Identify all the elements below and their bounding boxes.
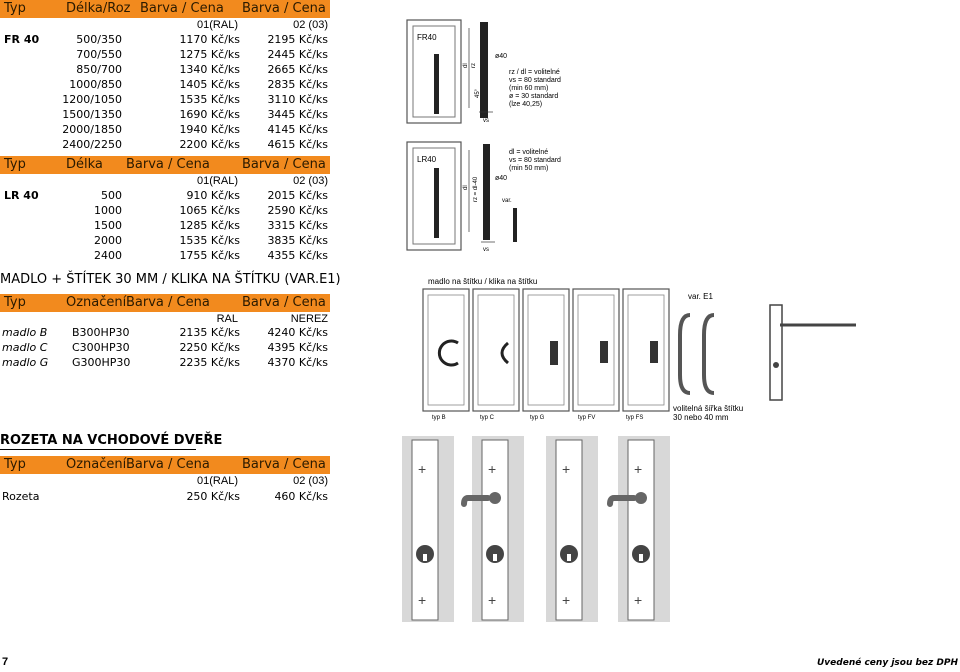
- header-delka: Délka: [66, 157, 103, 172]
- cell-type: Rozeta: [2, 490, 40, 503]
- cell-length: 1200/1050: [62, 93, 122, 106]
- fr40-note-2: vs = 80 standard: [509, 77, 561, 84]
- cell-price-variant: 4355 Kč/ks: [267, 249, 328, 262]
- subheader-ral: 01(RAL): [197, 475, 238, 487]
- cell-length: 500/350: [76, 33, 122, 46]
- lr-subheader: [0, 175, 330, 190]
- subheader-variant: 02 (03): [293, 175, 328, 187]
- lr40-handle: [434, 168, 439, 238]
- lr-table-header: [0, 156, 330, 174]
- lr40-bar-profile: [483, 144, 490, 240]
- rozeta-title-underline: [0, 449, 196, 450]
- lr40-dim-vs: vs: [483, 247, 489, 253]
- fr-table-row: [0, 63, 330, 78]
- madlo-diagram: [418, 275, 868, 423]
- fr-table-row: [0, 78, 330, 93]
- header-delka-roz: Délka/Roz: [66, 1, 131, 16]
- cell-price-ral: 2200 Kč/ks: [179, 138, 240, 151]
- cell-price-ral: 1535 Kč/ks: [179, 234, 240, 247]
- cell-type: madlo G: [2, 356, 49, 369]
- cell-code: G300HP30: [72, 356, 131, 369]
- fr40-note-5: (lze 40,25): [509, 101, 543, 108]
- madlo-typ-b: [423, 289, 469, 411]
- lr40-note-3: (min 50 mm): [509, 165, 549, 172]
- subheader-nerez: NEREZ: [290, 313, 328, 325]
- width-note-2: 30 nebo 40 mm: [673, 413, 729, 422]
- width-note-1: volitelná šířka štítku: [673, 404, 744, 413]
- subheader-variant: 02 (03): [293, 19, 328, 31]
- cell-price-ral: 1755 Kč/ks: [179, 249, 240, 262]
- cell-price-variant: 2665 Kč/ks: [267, 63, 328, 76]
- fr40-angle: 45°: [475, 88, 481, 98]
- lr40-dim-phi: ø40: [495, 175, 508, 182]
- page-number: 7: [2, 656, 9, 668]
- subheader-ral: 01(RAL): [197, 19, 238, 31]
- e1-keyhole-icon: [773, 362, 779, 368]
- lr-table-row: [0, 249, 330, 264]
- header-typ: Typ: [4, 457, 26, 472]
- cell-price-ral: 1275 Kč/ks: [179, 48, 240, 61]
- cell-price-ral: 1690 Kč/ks: [179, 108, 240, 121]
- fr40-note-4: ø = 30 standard: [509, 93, 559, 100]
- fr40-dim-phi: ø40: [495, 53, 508, 60]
- madlo-table-row: [0, 356, 330, 371]
- cell-price-variant: 2195 Kč/ks: [267, 33, 328, 46]
- cell-price-variant: 2835 Kč/ks: [267, 78, 328, 91]
- cell-length: 1000/850: [69, 78, 122, 91]
- cell-length: 1500/1350: [62, 108, 122, 121]
- cell-price-ral: 1340 Kč/ks: [179, 63, 240, 76]
- label-typ-fv: typ FV: [578, 415, 596, 421]
- handle-fv-icon: [600, 341, 608, 363]
- header-barva-cena-2: Barva / Cena: [242, 457, 326, 472]
- madlo-typ-fv: [573, 289, 619, 411]
- fr-table-row: [0, 123, 330, 138]
- rozeta-table-header: [0, 456, 330, 474]
- header-barva-cena-2: Barva / Cena: [242, 157, 326, 172]
- subheader-ral: 01(RAL): [197, 175, 238, 187]
- handle-g-icon: [550, 341, 558, 365]
- handle-fs-icon: [650, 341, 658, 363]
- svg-text:+: +: [418, 592, 427, 608]
- e1-escutcheon-plate: [770, 305, 782, 400]
- lr40-note-1: dl = volitelné: [509, 149, 549, 156]
- fr40-handle: [434, 54, 439, 114]
- madlo-typ-c: [473, 289, 519, 411]
- handle-c-icon: [502, 343, 508, 363]
- fr-subheader: [0, 19, 330, 34]
- header-barva-cena-1: Barva / Cena: [140, 1, 224, 16]
- madlo-typ-fs: [623, 289, 669, 411]
- svg-text:+: +: [634, 461, 643, 477]
- lr40-var-profile: [513, 208, 517, 242]
- label-typ-b: typ B: [432, 415, 446, 421]
- cell-price-ral: 910 Kč/ks: [186, 189, 240, 202]
- cell-length: 700/550: [76, 48, 122, 61]
- cell-price-variant: 2590 Kč/ks: [267, 204, 328, 217]
- rozeta-subheader: [0, 475, 330, 490]
- header-typ: Typ: [4, 1, 26, 16]
- header-barva-cena-2: Barva / Cena: [242, 295, 326, 310]
- fr-table-row: [0, 138, 330, 153]
- fr-table-row: [0, 48, 330, 63]
- header-typ: Typ: [4, 295, 26, 310]
- lr40-dim-dl: dl: [463, 185, 469, 190]
- cell-price-variant: 4145 Kč/ks: [267, 123, 328, 136]
- cell-price-variant: 2015 Kč/ks: [267, 189, 328, 202]
- cell-price-ral: 1535 Kč/ks: [179, 93, 240, 106]
- madlo-caption: madlo na štítku / klika na štítku: [428, 277, 538, 286]
- subheader-ral: RAL: [216, 313, 238, 325]
- svg-text:+: +: [418, 461, 427, 477]
- cell-price-variant: 3445 Kč/ks: [267, 108, 328, 121]
- lr-table-row: [0, 234, 330, 249]
- cell-code: B300HP30: [72, 326, 130, 339]
- rozeta-plate-1: [402, 436, 454, 622]
- cell-price-variant: 3110 Kč/ks: [267, 93, 328, 106]
- madlo-typ-g: [523, 289, 569, 411]
- header-barva-cena-2: Barva / Cena: [242, 1, 326, 16]
- rozeta-table-row: [0, 490, 330, 505]
- label-typ-c: typ C: [480, 415, 495, 421]
- fr40-dim-rz: rz: [471, 63, 477, 68]
- madlo-table-row: [0, 326, 330, 341]
- rozeta-diagram: [396, 430, 726, 630]
- cell-price-nerez: 4395 Kč/ks: [267, 341, 328, 354]
- cell-price-ral: 1285 Kč/ks: [179, 219, 240, 232]
- svg-text:+: +: [634, 592, 643, 608]
- header-typ: Typ: [4, 157, 26, 172]
- e1-pull-handle-2-icon: [704, 315, 714, 393]
- cell-length: 500: [101, 189, 122, 202]
- handle-b-icon: [439, 341, 458, 365]
- lr-table-row: [0, 189, 330, 204]
- svg-text:+: +: [562, 461, 571, 477]
- cell-price-ral: 2135 Kč/ks: [179, 326, 240, 339]
- cell-type: FR 40: [4, 33, 40, 46]
- label-typ-fs: typ FS: [626, 415, 644, 421]
- madlo-section-title: MADLO + ŠTÍTEK 30 MM / KLIKA NA ŠTÍTKU (VAR.E1): [0, 272, 341, 287]
- madlo-table-header: [0, 294, 330, 312]
- header-oznaceni: Označení: [66, 457, 127, 472]
- lr-table-row: [0, 219, 330, 234]
- lr-table-row: [0, 204, 330, 219]
- fr-table-row: [0, 93, 330, 108]
- fr40-label: FR40: [417, 33, 437, 42]
- cell-price-ral: 1940 Kč/ks: [179, 123, 240, 136]
- rozeta-plate-4: [610, 436, 670, 622]
- svg-text:+: +: [488, 592, 497, 608]
- cell-price-nerez: 4240 Kč/ks: [267, 326, 328, 339]
- cell-price-variant: 2445 Kč/ks: [267, 48, 328, 61]
- fr40-note-3: (min 60 mm): [509, 85, 549, 92]
- lr40-dim-var: var.: [502, 198, 512, 204]
- e1-pull-handle-icon: [680, 315, 690, 393]
- lr40-label: LR40: [417, 155, 437, 164]
- cell-length: 2400/2250: [62, 138, 122, 151]
- fr40-note-1: rz / dl = volitelné: [509, 69, 560, 76]
- madlo-var-label: var. E1: [688, 292, 713, 301]
- cell-length: 2400: [94, 249, 122, 262]
- fr40-diagram: [405, 18, 605, 128]
- header-barva-cena-1: Barva / Cena: [126, 457, 210, 472]
- label-typ-g: typ G: [530, 415, 545, 421]
- cell-price-variant: 4615 Kč/ks: [267, 138, 328, 151]
- svg-text:+: +: [562, 592, 571, 608]
- svg-text:+: +: [488, 461, 497, 477]
- cell-price-variant: 460 Kč/ks: [274, 490, 328, 503]
- cell-length: 2000/1850: [62, 123, 122, 136]
- fr40-bar-profile: [480, 22, 488, 118]
- cell-code: C300HP30: [72, 341, 130, 354]
- rozeta-section-title: ROZETA NA VCHODOVÉ DVEŘE: [0, 433, 223, 448]
- subheader-variant: 02 (03): [293, 475, 328, 487]
- footer-note: Uvedené ceny jsou bez DPH: [817, 658, 958, 668]
- header-barva-cena-1: Barva / Cena: [126, 295, 210, 310]
- cell-price-nerez: 4370 Kč/ks: [267, 356, 328, 369]
- cell-type: madlo B: [2, 326, 48, 339]
- header-oznaceni: Označení: [66, 295, 127, 310]
- cell-type: LR 40: [4, 189, 39, 202]
- fr40-dim-vs: vs: [483, 118, 489, 124]
- cell-price-ral: 1405 Kč/ks: [179, 78, 240, 91]
- header-barva-cena-1: Barva / Cena: [126, 157, 210, 172]
- cell-price-ral: 1170 Kč/ks: [179, 33, 240, 46]
- cell-price-ral: 250 Kč/ks: [186, 490, 240, 503]
- cell-length: 850/700: [76, 63, 122, 76]
- cell-price-ral: 1065 Kč/ks: [179, 204, 240, 217]
- lr40-dim-rz: rz = dl-40: [473, 176, 479, 202]
- cell-price-variant: 3315 Kč/ks: [267, 219, 328, 232]
- rozeta-plate-2: [464, 436, 524, 622]
- cell-price-variant: 3835 Kč/ks: [267, 234, 328, 247]
- fr40-dim-dl: dl: [463, 63, 469, 68]
- lr40-diagram: [405, 140, 605, 255]
- rozeta-plate-3: [546, 436, 598, 622]
- cell-price-ral: 2235 Kč/ks: [179, 356, 240, 369]
- fr-table-row: [0, 33, 330, 48]
- madlo-table-row: [0, 341, 330, 356]
- fr-table-row: [0, 108, 330, 123]
- cell-length: 1500: [94, 219, 122, 232]
- cell-type: madlo C: [2, 341, 48, 354]
- cell-length: 2000: [94, 234, 122, 247]
- cell-price-ral: 2250 Kč/ks: [179, 341, 240, 354]
- lr40-note-2: vs = 80 standard: [509, 157, 561, 164]
- cell-length: 1000: [94, 204, 122, 217]
- fr-table-header: [0, 0, 330, 18]
